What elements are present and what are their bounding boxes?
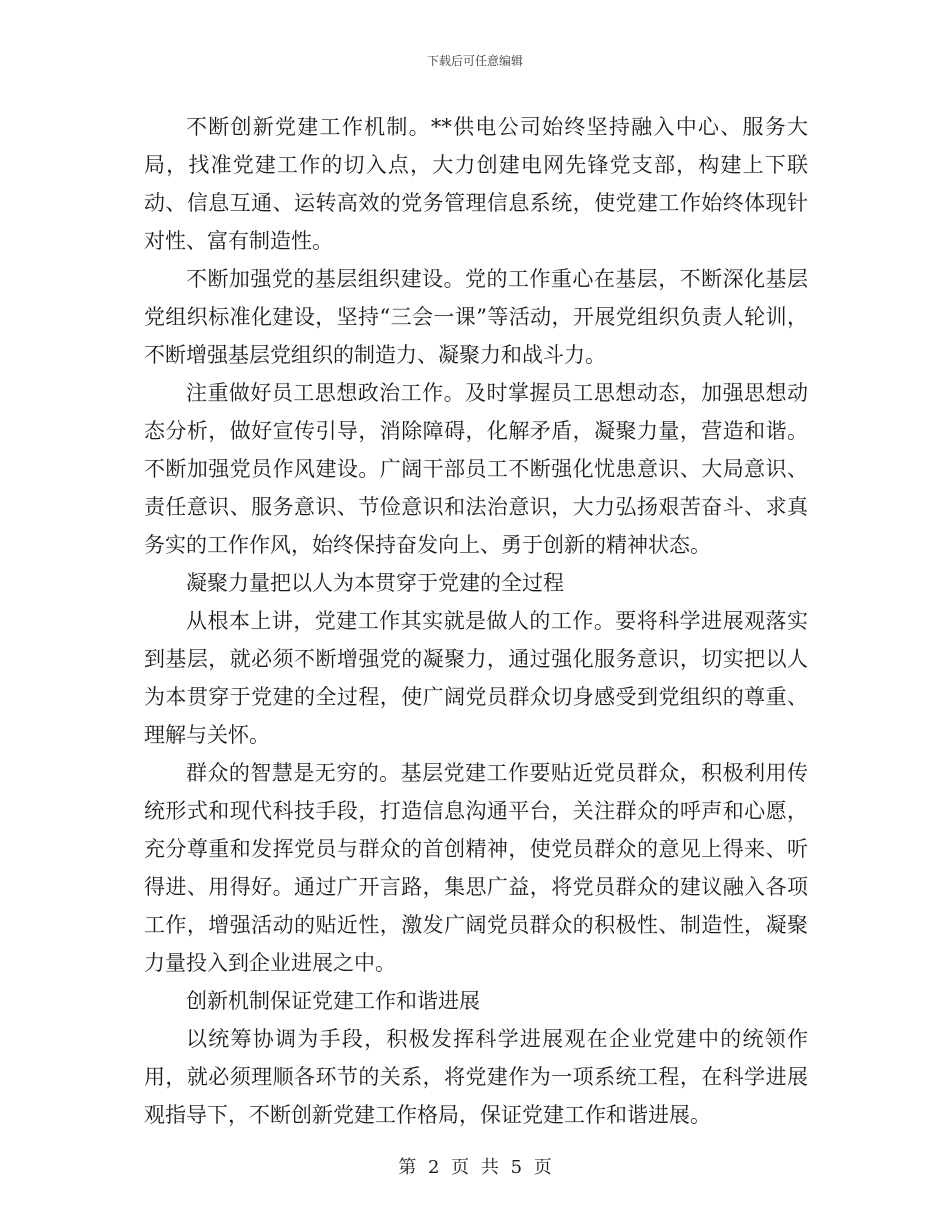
section-heading: 凝聚力量把以人为本贯穿于党建的全过程 [186,571,564,595]
paragraph: 以统筹协调为手段，积极发挥科学进展观在企业党建中的统领作用，就必须理顺各环节的关系，将党建作为一项系统工程，在科学进展观指导下，不断创新党建工作格局，保证党建工作和谐进展。 [144,1027,808,1127]
section-heading: 创新机制保证党建工作和谐进展 [186,989,480,1013]
paragraph: 注重做好员工思想政治工作。及时掌握员工思想动态，加强思想动态分析，做好宣传引导，消除障碍，化解矛盾，凝聚力量，营造和谐。不断加强党员作风建设。广阔干部员工不断强化忧患意识、大局意识、责任意识、服务意识、节俭意识和法治意识，大力弘扬艰苦奋斗、求真务实的工作作风，始终保持奋发向上、勇于创新的精神状态。 [144,381,808,557]
paragraph: 不断创新党建工作机制。**供电公司始终坚持融入中心、服务大局，找准党建工作的切入点，大力创建电网先锋党支部，构建上下联动、信息互通、运转高效的党务管理信息系统，使党建工作始终体现针对性、富有制造性。 [144,115,808,253]
page-number: 第 2 页 共 5 页 [398,1157,552,1178]
paragraph: 从根本上讲，党建工作其实就是做人的工作。要将科学进展观落实到基层，就必须不断增强党的凝聚力，通过强化服务意识，切实把以人为本贯穿于党建的全过程，使广阔党员群众切身感受到党组织的尊重、理解与关怀。 [144,609,808,747]
document-body [144,108,808,1134]
page-header: 下载后可任意编辑 [426,54,523,68]
paragraph: 不断加强党的基层组织建设。党的工作重心在基层，不断深化基层党组织标准化建设，坚持“三会一课”等活动，开展党组织负责人轮训，不断增强基层党组织的制造力、凝聚力和战斗力。 [144,267,808,367]
paragraph: 群众的智慧是无穷的。基层党建工作要贴近党员群众，积极利用传统形式和现代科技手段，打造信息沟通平台，关注群众的呼声和心愿，充分尊重和发挥党员与群众的首创精神，使党员群众的意见上得来、听得进、用得好。通过广开言路，集思广益，将党员群众的建议融入各项工作，增强活动的贴近性，激发广阔党员群众的积极性、制造性，凝聚力量投入到企业进展之中。 [144,761,808,975]
